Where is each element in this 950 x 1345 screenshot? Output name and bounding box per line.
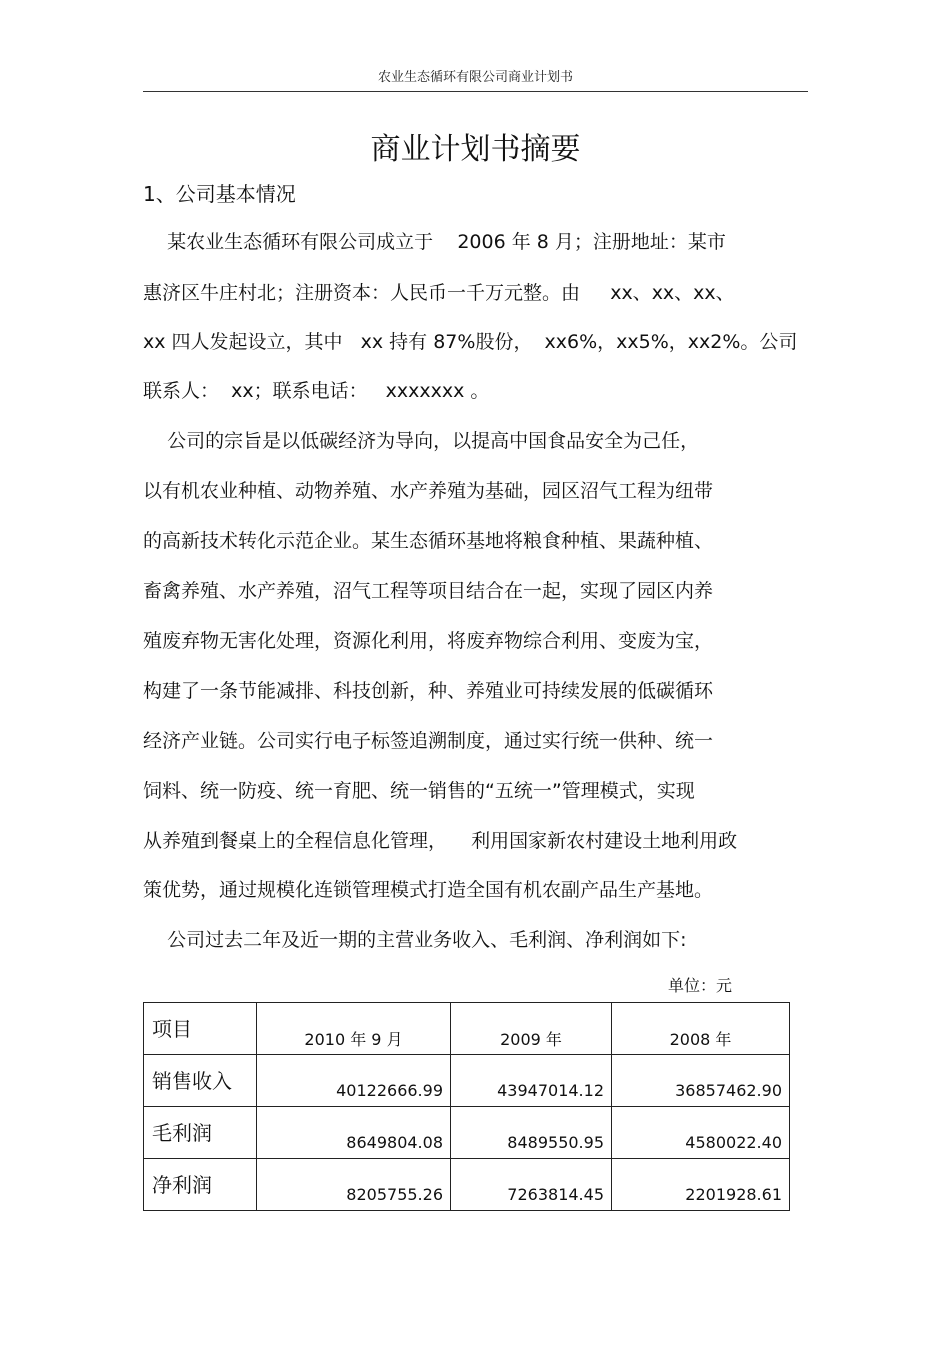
paragraph-line: 畜禽养殖、水产养殖，沼气工程等项目结合在一起，实现了园区内养 [143,580,714,602]
table-row [144,1107,790,1159]
table-header-cell: 2010 年 9 月 [257,1003,451,1055]
header-rule [143,91,808,92]
table-cell: 8489550.95 [451,1107,612,1159]
table-cell: 36857462.90 [612,1055,790,1107]
paragraph-line: 经济产业链。公司实行电子标签追溯制度，通过实行统一供种、统一 [143,730,714,752]
paragraph-line: 联系人： xx；联系电话： xxxxxxx 。 [143,380,490,402]
table-header-row [144,1003,790,1055]
table-cell: 40122666.99 [257,1055,451,1107]
paragraph-line: 公司的宗旨是以低碳经济为导向，以提高中国食品安全为己任， [143,430,700,452]
paragraph-line: 饲料、统一防疫、统一育肥、统一销售的“五统一”管理模式，实现 [143,780,695,802]
table-header-cell: 项目 [144,1003,257,1055]
table-header-cell: 2008 年 [612,1003,790,1055]
paragraph-line: 公司过去二年及近一期的主营业务收入、毛利润、净利润如下: [143,929,687,951]
table-cell: 4580022.40 [612,1107,790,1159]
financial-table [143,1002,790,1211]
table-cell: 8649804.08 [257,1107,451,1159]
row-label: 净利润 [144,1159,257,1211]
paragraph-line: 以有机农业种植、动物养殖、水产养殖为基础，园区沼气工程为纽带 [143,480,714,502]
paragraph-line: 构建了一条节能减排、科技创新，种、养殖业可持续发展的低碳循环 [143,680,714,702]
table-cell: 43947014.12 [451,1055,612,1107]
table-cell: 7263814.45 [451,1159,612,1211]
table-row [144,1055,790,1107]
unit-label: 单位：元 [668,976,733,995]
paragraph-line: 殖废弃物无害化处理，资源化利用，将废弃物综合利用、变废为宝， [143,630,714,652]
row-label: 毛利润 [144,1107,257,1159]
paragraph-line: 某农业生态循环有限公司成立于 2006 年 8 月；注册地址：某市 [143,231,726,253]
paragraph-line: 策优势，通过规模化连锁管理模式打造全国有机农副产品生产基地。 [143,879,714,901]
section-heading: 1、公司基本情况 [143,182,296,206]
page-title: 商业计划书摘要 [370,132,581,167]
paragraph-line: 从养殖到餐桌上的全程信息化管理， 利用国家新农村建设土地利用政 [143,830,738,852]
table-header-cell: 2009 年 [451,1003,612,1055]
row-label: 销售收入 [144,1055,257,1107]
table-cell: 8205755.26 [257,1159,451,1211]
paragraph-line: 的高新技术转化示范企业。某生态循环基地将粮食种植、果蔬种植、 [143,530,714,552]
paragraph-line: 惠济区牛庄村北；注册资本：人民币一千万元整。由 xx、xx、xx、 [143,282,735,304]
running-header: 农业生态循环有限公司商业计划书 [377,70,573,85]
table-cell: 2201928.61 [612,1159,790,1211]
paragraph-line: xx 四人发起设立，其中 xx 持有 87%股份， xx6%，xx5%，xx2%。公司 [143,331,798,353]
table-row [144,1159,790,1211]
